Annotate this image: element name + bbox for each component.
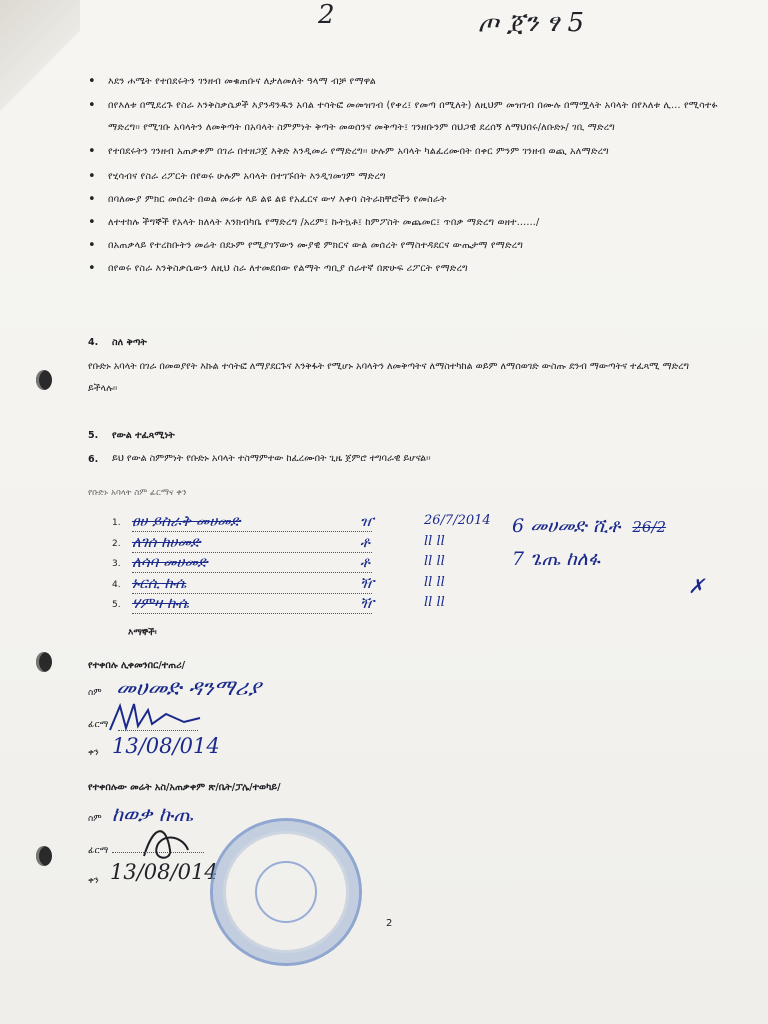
section-5-item-number: 6. xyxy=(88,454,99,465)
receiver-title: የተቀበሉ ሊቀመንበር/ተጠሪ/ xyxy=(88,660,186,671)
dotted-line xyxy=(132,531,372,532)
receiver-name: መሀመድ ዳንማሪያ xyxy=(116,676,262,701)
witnesses-label: እማኞች፡ xyxy=(128,628,157,638)
top-mark-left: 2 xyxy=(318,0,335,30)
list-item: • በአጠቃላይ የተረከቡትን መሬት በደኑም የሚያገኘውን ሙያዊ ምክርና ውል መሰረት የማስተዳደርና ውጤታማ የማድረግ xyxy=(108,234,718,257)
list-item: • የሂሳብና የስራ ሪፖርት በየወሩ ሁሉም አባላት በተገኙበት እንዲገመገም ማድረግ xyxy=(108,165,718,188)
side-note-date: 26/2 xyxy=(632,518,667,536)
member-signature: ቶ xyxy=(360,532,370,551)
members-heading: የቡድኑ አባላት ስም ፊርማና ቀን xyxy=(88,488,187,498)
dotted-line xyxy=(118,730,198,731)
list-item: • የተበደሩትን ገንዘብ አጠቃቀም በገራ በተዘጋጀ እቅድ እንዲመራ የማድረግ፡፡ ሁሉም አባላት ካልፈረሙበት በቀር ምንም ገንዘብ ወጪ አለማድረግ xyxy=(108,141,718,163)
side-note-line-1 xyxy=(512,515,666,537)
member-date: ll ll xyxy=(424,554,445,569)
member-row xyxy=(112,574,472,595)
member-name: ኑርሲ ኩሴ xyxy=(132,573,187,592)
member-number: 1. xyxy=(112,518,121,528)
member-row xyxy=(112,512,491,533)
side-note-mark: ✗ xyxy=(688,574,705,598)
member-date: ll ll xyxy=(424,574,445,590)
member-date: ll ll xyxy=(424,595,445,610)
section-5-number: 5. xyxy=(88,430,99,441)
member-signature: ዠ xyxy=(360,512,374,530)
receiver-sign-label: ፊርማ xyxy=(88,720,109,730)
list-item: • በየወሩ የስራ እንቅስቃሴውን ለዚህ ስራ ለተመደበው የልማት ጣቢያ ሰራተኛ በጽሁፍ ሪፖርት የማድረግ xyxy=(108,257,718,280)
punch-hole-1 xyxy=(36,370,52,390)
dotted-line xyxy=(112,852,204,853)
dotted-line xyxy=(132,613,372,614)
member-date: 26/7/2014 xyxy=(424,513,491,528)
giver-name: ከወቃ ኩጤ xyxy=(112,802,194,826)
side-note-name: 6 መሀመድ ሺቶ xyxy=(512,515,621,537)
section-4-text: የቡድኑ አባላት በገራ በመወያየት እኩል ተሳትፎ ለማያደርጉና እንቅፋት የሚሆኑ አባላትን ለመቅጣትና ለማስተካከል ወይም ለማሰወገድ ውስጡ ደንብ ማውጣትና ተፈጻሚ ማድረግ ይችላሉ፡፡ xyxy=(88,361,689,394)
giver-name-label: ስም xyxy=(88,814,102,824)
obligations-list xyxy=(108,70,718,280)
stamp-emblem xyxy=(255,861,317,923)
list-item: • በባለሙያ ምክር መሰረት በወል መሬቱ ላይ ልዩ ልዩ የአፈርና ውሃ እቀባ ስትራክቸሮችን የመስራት xyxy=(108,188,718,211)
member-row xyxy=(112,553,472,574)
member-date: ll ll xyxy=(424,533,445,549)
list-item: • እደን ሐሜት የተበደሩትን ገንዘብ መቁጠቡና ለታለመለት ዓላማ ብቻ የማዋል xyxy=(108,70,718,93)
side-note-line-2: 7 ጌጤ ከለፋ xyxy=(512,548,601,570)
giver-date-label: ቀን xyxy=(88,876,99,886)
receiver-name-label: ስም xyxy=(88,688,102,698)
giver-sign-label: ፊርማ xyxy=(88,846,109,856)
member-number: 3. xyxy=(112,559,121,569)
section-4-title: ስለ ቅጣት xyxy=(112,337,147,348)
dotted-line xyxy=(132,593,372,594)
member-row xyxy=(112,594,472,615)
member-signature: ዥ xyxy=(360,594,375,612)
receiver-date: 13/08/014 xyxy=(112,734,220,758)
giver-title: የተቀበሉው መሬት አስ/አጠቃቀም ጽ/ቤት/ፓሌ/ተወካይ/ xyxy=(88,782,281,793)
official-stamp xyxy=(210,818,362,966)
page-number: 2 xyxy=(386,918,393,929)
member-number: 4. xyxy=(112,579,121,590)
member-number: 5. xyxy=(112,600,121,610)
member-signature: ቶ xyxy=(360,553,370,571)
member-number: 2. xyxy=(112,538,121,549)
page-fold-shadow xyxy=(0,0,80,120)
list-item: • ለተተከሉ ችግኞች የአላት ክለላት እንክብካቤ የማድረግ /አረም፤ ኩትኳቶ፤ ከምፖስት መጨመር፤ ጥበቃ ማድረግ ወዘተ....../ xyxy=(108,211,718,234)
member-name: ሃምዛ ኩሴ xyxy=(132,594,189,612)
member-signature-list xyxy=(112,512,491,615)
punch-hole-3 xyxy=(36,846,52,866)
receiver-date-label: ቀን xyxy=(88,748,99,758)
dotted-line xyxy=(132,572,372,573)
list-item: • በየእለቱ በሚደረጉ የስራ እንቅስቃሴዎች እያንዳንዱን አባል ተሳትፎ መመዝገብ (የቀረ፤ የመጣ በሚለት) ለዚህም መዝገብ በሙሉ በማሟላት አባላት በየእለቱ ሊ... የሚሳተፉ ማድረግ። የሚገቡ አባላትን ለመቅጣት በአባላት ስምምነት ቅጣት መወሰንና መቅጣት፤ ገንዘቡንም በህጋዊ ደረሰኝ ለማህበሩ/ለቡድኑ/ ገቢ ማድረግ xyxy=(108,95,718,139)
giver-signature xyxy=(136,820,196,864)
member-name: ፀሀ ይስራቅ መሀመድ xyxy=(132,512,241,530)
punch-hole-2 xyxy=(36,652,52,672)
member-signature: ዥ xyxy=(360,573,375,592)
member-row xyxy=(112,533,472,554)
section-5-item-text: ይህ የውል ስምምነት የቡድኑ አባላት ተስማምተው ከፈረሙበት ጊዜ ጀምሮ ተግባራዊ ይሆናል፡፡ xyxy=(112,453,431,464)
dotted-line xyxy=(132,552,372,553)
section-4-number: 4. xyxy=(88,337,99,348)
top-mark-right: ጦ ጀን ፃ 5 xyxy=(478,8,584,38)
member-name: ለገሰ ከሀመድ xyxy=(132,532,201,551)
section-5-title: የውል ተፈጻሚነት xyxy=(112,430,175,441)
giver-date: 13/08/014 xyxy=(110,860,218,884)
member-name: ለሳባ መሀመድ xyxy=(132,553,208,571)
